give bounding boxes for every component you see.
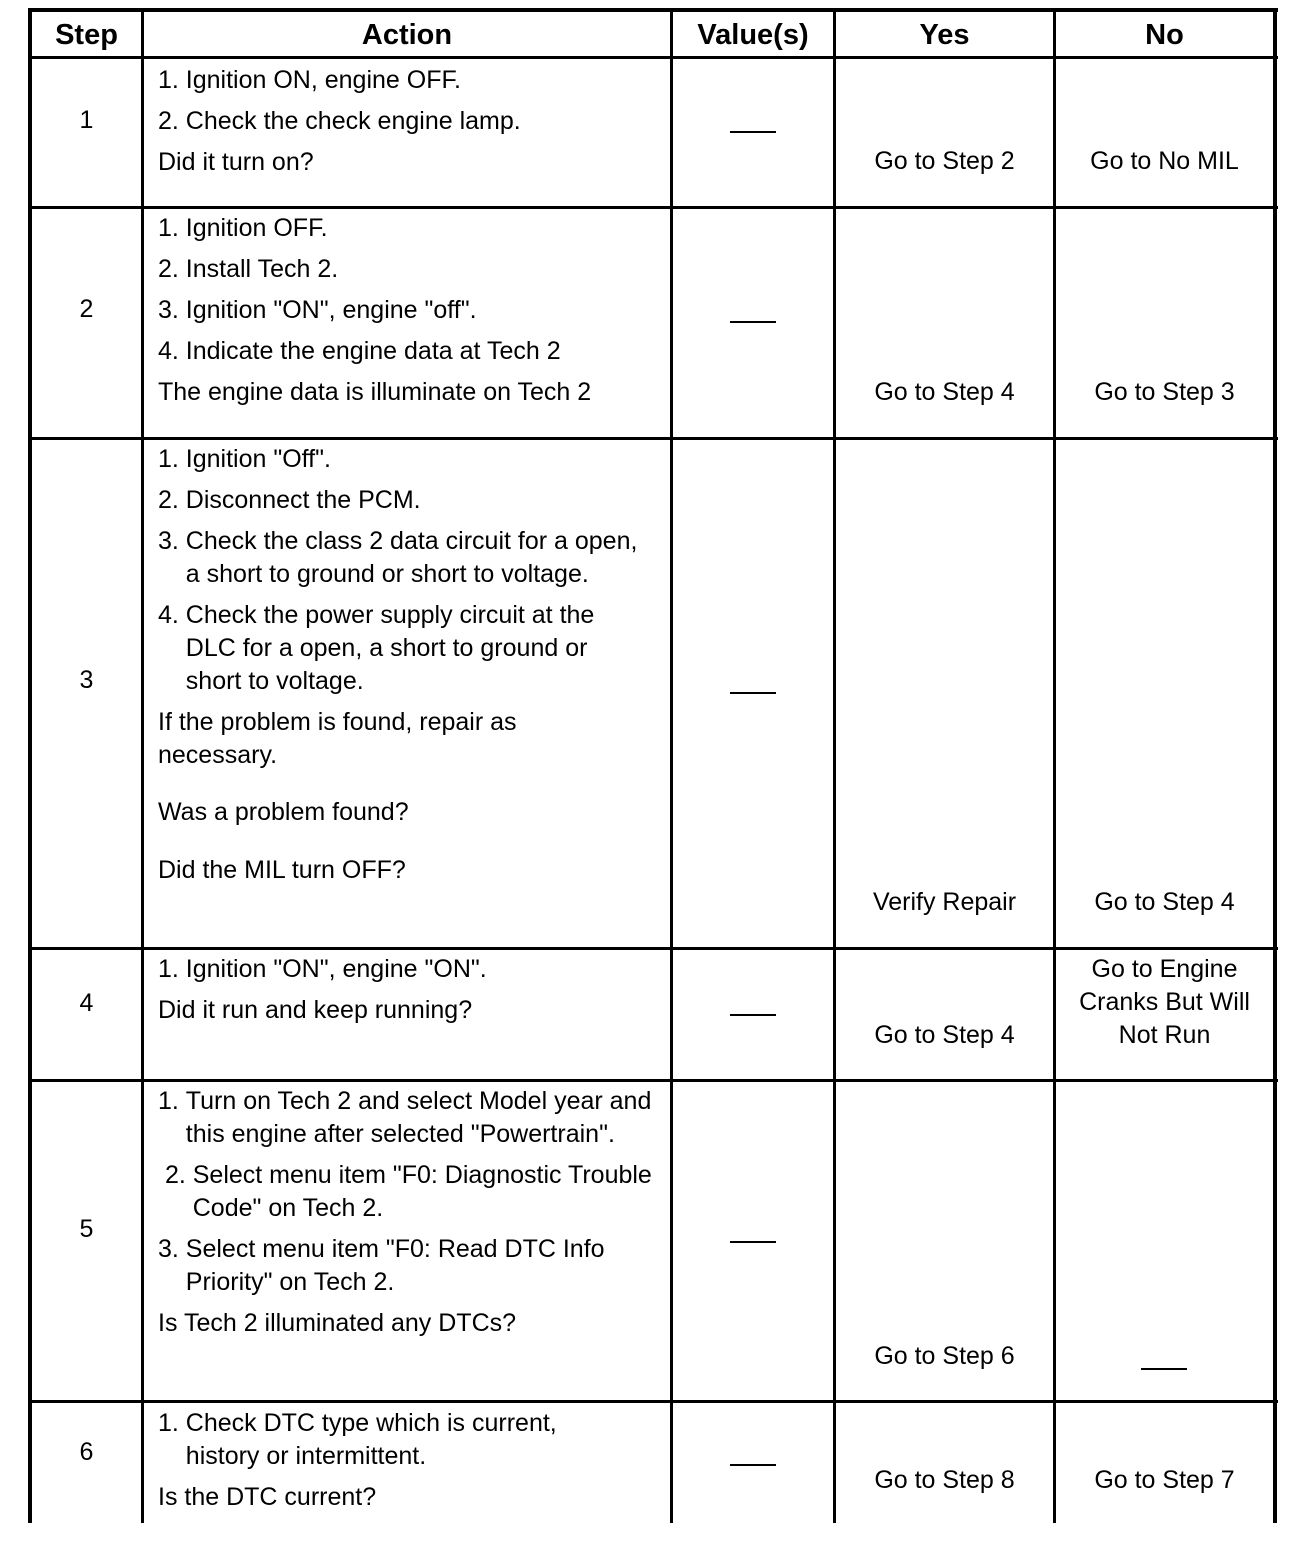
- step-number: 3: [79, 666, 94, 694]
- header-step: Step: [55, 19, 118, 51]
- item-number: 1.: [158, 214, 186, 242]
- step-number: 2: [79, 295, 94, 323]
- header-no: No: [1145, 19, 1184, 51]
- action-text: Ignition ON, engine OFF.: [185, 66, 461, 94]
- step-number: 1: [79, 106, 94, 134]
- no-result-empty-dash: [1141, 1368, 1187, 1370]
- no-result: Go to Step 3: [1094, 378, 1235, 406]
- action-note: If the problem is found, repair as necessary.: [158, 708, 517, 769]
- left-border: [28, 8, 32, 1523]
- action-question: Did it turn on?: [158, 148, 314, 176]
- action-cell: [158, 64, 663, 179]
- col-divider-yes: [1053, 8, 1056, 1523]
- item-number: 3.: [158, 527, 186, 555]
- yes-result: Verify Repair: [872, 888, 1017, 916]
- row-3-bottom-border: [28, 947, 1278, 950]
- value-empty-dash: [730, 1241, 776, 1243]
- yes-result: Go to Step 4: [874, 378, 1015, 406]
- item-number: 4.: [158, 601, 186, 629]
- row-2-bottom-border: [28, 437, 1278, 440]
- action-question: Was a problem found?: [158, 798, 409, 826]
- item-number: 3.: [158, 1235, 186, 1263]
- action-text: Ignition "ON", engine "ON".: [185, 955, 487, 983]
- action-text: Disconnect the PCM.: [185, 486, 421, 514]
- action-text: Ignition OFF.: [185, 214, 328, 242]
- yes-result: Go to Step 8: [874, 1466, 1015, 1494]
- yes-result: Go to Step 4: [874, 1021, 1015, 1049]
- item-number: 2.: [158, 486, 186, 514]
- item-number: 1.: [158, 445, 186, 473]
- col-divider-step: [141, 8, 144, 1523]
- yes-result: Go to Step 2: [874, 147, 1015, 175]
- header-values: Value(s): [697, 19, 809, 51]
- yes-result: Go to Step 6: [874, 1342, 1015, 1370]
- value-empty-dash: [730, 692, 776, 694]
- no-result: Go to Step 7: [1094, 1466, 1235, 1494]
- action-text: Check the class 2 data circuit for a open, a short to ground or short to voltage.: [185, 527, 638, 588]
- action-text: Turn on Tech 2 and select Model year and this engine after selected "Powertrain".: [185, 1087, 652, 1148]
- no-result: Go to No MIL: [1090, 147, 1239, 175]
- header-yes: Yes: [919, 19, 970, 51]
- action-text: Check DTC type which is current, history or intermittent.: [185, 1409, 557, 1470]
- action-text: Ignition "Off".: [185, 445, 331, 473]
- action-cell: [158, 1407, 663, 1514]
- item-number: 1.: [158, 1409, 186, 1437]
- no-result: Go to Engine Cranks But Will Not Run: [1079, 955, 1250, 1049]
- value-empty-dash: [730, 321, 776, 323]
- col-divider-value: [833, 8, 836, 1523]
- action-question: The engine data is illuminate on Tech 2: [158, 378, 592, 406]
- action-question: Did the MIL turn OFF?: [158, 856, 406, 884]
- action-text: Install Tech 2.: [185, 255, 339, 283]
- right-border: [1273, 8, 1277, 1523]
- item-number: 4.: [158, 337, 186, 365]
- row-4-bottom-border: [28, 1079, 1278, 1082]
- action-cell: [158, 953, 663, 1027]
- no-result: Go to Step 4: [1094, 888, 1235, 916]
- step-number: 5: [79, 1215, 94, 1243]
- action-question: Did it run and keep running?: [158, 996, 473, 1024]
- value-empty-dash: [730, 1014, 776, 1016]
- step-number: 4: [79, 989, 94, 1017]
- item-number: 2.: [158, 255, 186, 283]
- action-cell: [158, 212, 663, 409]
- header-action: Action: [361, 19, 453, 51]
- action-text: Ignition "ON", engine "off".: [185, 296, 477, 324]
- action-text: Check the check engine lamp.: [185, 107, 521, 135]
- row-1-bottom-border: [28, 206, 1278, 209]
- item-number: 1.: [158, 1087, 186, 1115]
- value-empty-dash: [730, 1464, 776, 1466]
- row-5-bottom-border: [28, 1400, 1278, 1403]
- action-question: Is the DTC current?: [158, 1483, 377, 1511]
- item-number: 2.: [158, 1161, 193, 1189]
- action-text: Check the power supply circuit at the DLC for a open, a short to ground or short to voltage.: [185, 601, 595, 695]
- action-cell: [158, 443, 663, 887]
- item-number: 2.: [158, 107, 186, 135]
- action-text: Select menu item "F0: Read DTC Info Priority" on Tech 2.: [185, 1235, 605, 1296]
- action-text: Indicate the engine data at Tech 2: [185, 337, 561, 365]
- value-empty-dash: [730, 131, 776, 133]
- col-divider-action: [670, 8, 673, 1523]
- item-number: 1.: [158, 66, 186, 94]
- header-bottom-border: [28, 56, 1278, 59]
- action-text: Select menu item "F0: Diagnostic Trouble Code" on Tech 2.: [192, 1161, 652, 1222]
- action-question: Is Tech 2 illuminated any DTCs?: [158, 1309, 517, 1337]
- item-number: 3.: [158, 296, 186, 324]
- action-cell: [158, 1085, 663, 1340]
- step-number: 6: [79, 1438, 94, 1466]
- item-number: 1.: [158, 955, 186, 983]
